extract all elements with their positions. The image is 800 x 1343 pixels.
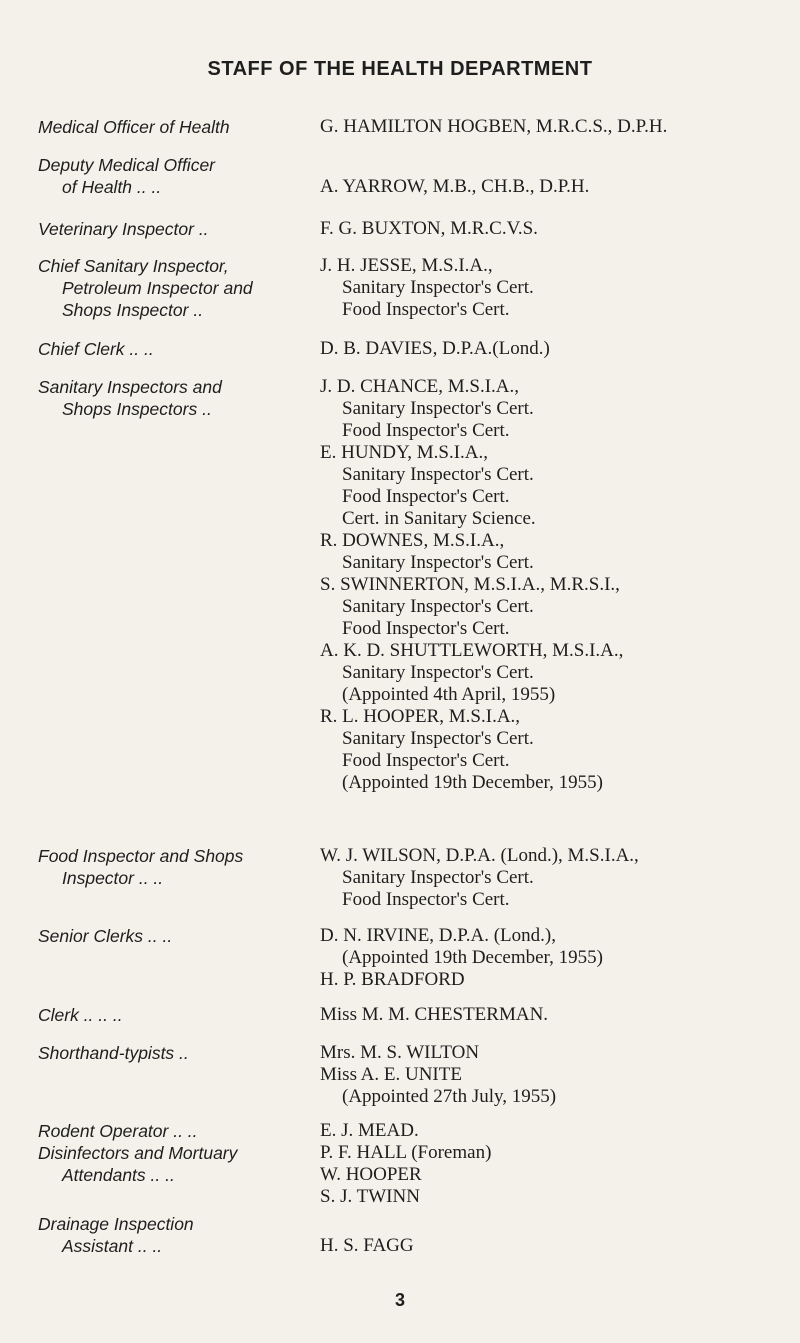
staff-name: W. J. WILSON, D.P.A. (Lond.), M.S.I.A., bbox=[320, 845, 639, 866]
staff-name: Mrs. M. S. WILTON bbox=[320, 1042, 480, 1063]
role-label bbox=[38, 376, 318, 420]
role-line: Rodent Operator .. .. bbox=[38, 1121, 198, 1141]
staff-qualification: Cert. in Sanitary Science. bbox=[342, 508, 536, 529]
staff-qualification: Sanitary Inspector's Cert. bbox=[342, 464, 534, 485]
role-label bbox=[38, 255, 318, 321]
staff-names bbox=[320, 1142, 790, 1208]
role-line: of Health .. .. bbox=[62, 177, 162, 197]
role-line: Inspector .. .. bbox=[62, 868, 164, 888]
staff-name: R. DOWNES, M.S.I.A., bbox=[320, 530, 505, 551]
role-line: Sanitary Inspectors and bbox=[38, 377, 222, 397]
role-line: Medical Officer of Health bbox=[38, 117, 230, 137]
staff-name: Miss A. E. UNITE bbox=[320, 1064, 462, 1085]
role-label bbox=[38, 1042, 318, 1064]
role-line: Drainage Inspection bbox=[38, 1214, 194, 1234]
role-label bbox=[38, 338, 318, 360]
role-line: Shops Inspectors .. bbox=[62, 399, 212, 419]
staff-name: Miss M. M. CHESTERMAN. bbox=[320, 1004, 549, 1025]
staff-names bbox=[320, 338, 790, 360]
staff-appointment-note: (Appointed 19th December, 1955) bbox=[342, 772, 603, 793]
staff-names bbox=[320, 1042, 790, 1108]
role-label bbox=[38, 218, 318, 240]
staff-name: H. P. BRADFORD bbox=[320, 969, 465, 990]
staff-name: E. HUNDY, M.S.I.A., bbox=[320, 442, 489, 463]
role-line: Food Inspector and Shops bbox=[38, 846, 244, 866]
staff-names bbox=[320, 176, 790, 198]
staff-names bbox=[320, 845, 790, 911]
role-label bbox=[38, 154, 318, 198]
staff-qualification: Sanitary Inspector's Cert. bbox=[342, 662, 534, 683]
role-label bbox=[38, 925, 318, 947]
staff-qualification: Food Inspector's Cert. bbox=[342, 889, 510, 910]
role-line: Shorthand-typists .. bbox=[38, 1043, 189, 1063]
role-line: Deputy Medical Officer bbox=[38, 155, 216, 175]
staff-qualification: Sanitary Inspector's Cert. bbox=[342, 552, 534, 573]
staff-appointment-note: (Appointed 19th December, 1955) bbox=[342, 947, 603, 968]
staff-name: E. J. MEAD. bbox=[320, 1120, 419, 1141]
staff-appointment-note: (Appointed 27th July, 1955) bbox=[342, 1086, 557, 1107]
role-line: Petroleum Inspector and bbox=[62, 278, 253, 298]
staff-qualification: Food Inspector's Cert. bbox=[342, 486, 510, 507]
staff-name: J. D. CHANCE, M.S.I.A., bbox=[320, 376, 519, 397]
staff-qualification: Sanitary Inspector's Cert. bbox=[342, 277, 534, 298]
staff-name: D. B. DAVIES, D.P.A.(Lond.) bbox=[320, 338, 550, 359]
staff-name: P. F. HALL (Foreman) bbox=[320, 1142, 492, 1163]
staff-name: A. YARROW, M.B., CH.B., D.P.H. bbox=[320, 176, 590, 197]
staff-name: F. G. BUXTON, M.R.C.V.S. bbox=[320, 218, 538, 239]
staff-names bbox=[320, 255, 790, 321]
staff-qualification: Sanitary Inspector's Cert. bbox=[342, 867, 534, 888]
page-title: STAFF OF THE HEALTH DEPARTMENT bbox=[207, 58, 593, 80]
staff-name: J. H. JESSE, M.S.I.A., bbox=[320, 255, 493, 276]
role-line: Chief Sanitary Inspector, bbox=[38, 256, 229, 276]
role-line: Veterinary Inspector .. bbox=[38, 219, 209, 239]
role-label bbox=[38, 1213, 318, 1257]
role-line: Senior Clerks .. .. bbox=[38, 926, 173, 946]
staff-qualification: Food Inspector's Cert. bbox=[342, 618, 510, 639]
staff-qualification: Food Inspector's Cert. bbox=[342, 299, 510, 320]
staff-qualification: Food Inspector's Cert. bbox=[342, 750, 510, 771]
staff-appointment-note: (Appointed 4th April, 1955) bbox=[342, 684, 556, 705]
staff-name: D. N. IRVINE, D.P.A. (Lond.), bbox=[320, 925, 556, 946]
staff-qualification: Sanitary Inspector's Cert. bbox=[342, 596, 534, 617]
staff-names bbox=[320, 1235, 790, 1257]
role-line: Attendants .. .. bbox=[62, 1165, 175, 1185]
staff-names bbox=[320, 376, 790, 794]
staff-name: R. L. HOOPER, M.S.I.A., bbox=[320, 706, 521, 727]
staff-names bbox=[320, 1120, 790, 1142]
role-line: Disinfectors and Mortuary bbox=[38, 1143, 238, 1163]
staff-name: A. K. D. SHUTTLEWORTH, M.S.I.A., bbox=[320, 640, 624, 661]
role-line: Clerk .. .. .. bbox=[38, 1005, 123, 1025]
role-label bbox=[38, 1120, 318, 1142]
staff-name: G. HAMILTON HOGBEN, M.R.C.S., D.P.H. bbox=[320, 116, 668, 137]
role-line: Shops Inspector .. bbox=[62, 300, 204, 320]
staff-names bbox=[320, 925, 790, 991]
role-label bbox=[38, 116, 318, 138]
role-label bbox=[38, 1004, 318, 1026]
staff-qualification: Sanitary Inspector's Cert. bbox=[342, 728, 534, 749]
staff-names bbox=[320, 1004, 790, 1026]
role-line: Chief Clerk .. .. bbox=[38, 339, 154, 359]
staff-names bbox=[320, 218, 790, 240]
staff-names bbox=[320, 116, 790, 138]
staff-name: S. SWINNERTON, M.S.I.A., M.R.S.I., bbox=[320, 574, 620, 595]
role-line: Assistant .. .. bbox=[62, 1236, 163, 1256]
page-number: 3 bbox=[394, 1290, 405, 1310]
role-label bbox=[38, 1142, 318, 1186]
staff-name: H. S. FAGG bbox=[320, 1235, 414, 1256]
staff-qualification: Food Inspector's Cert. bbox=[342, 420, 510, 441]
staff-qualification: Sanitary Inspector's Cert. bbox=[342, 398, 534, 419]
staff-name: W. HOOPER bbox=[320, 1164, 422, 1185]
role-label bbox=[38, 845, 318, 889]
staff-name: S. J. TWINN bbox=[320, 1186, 420, 1207]
